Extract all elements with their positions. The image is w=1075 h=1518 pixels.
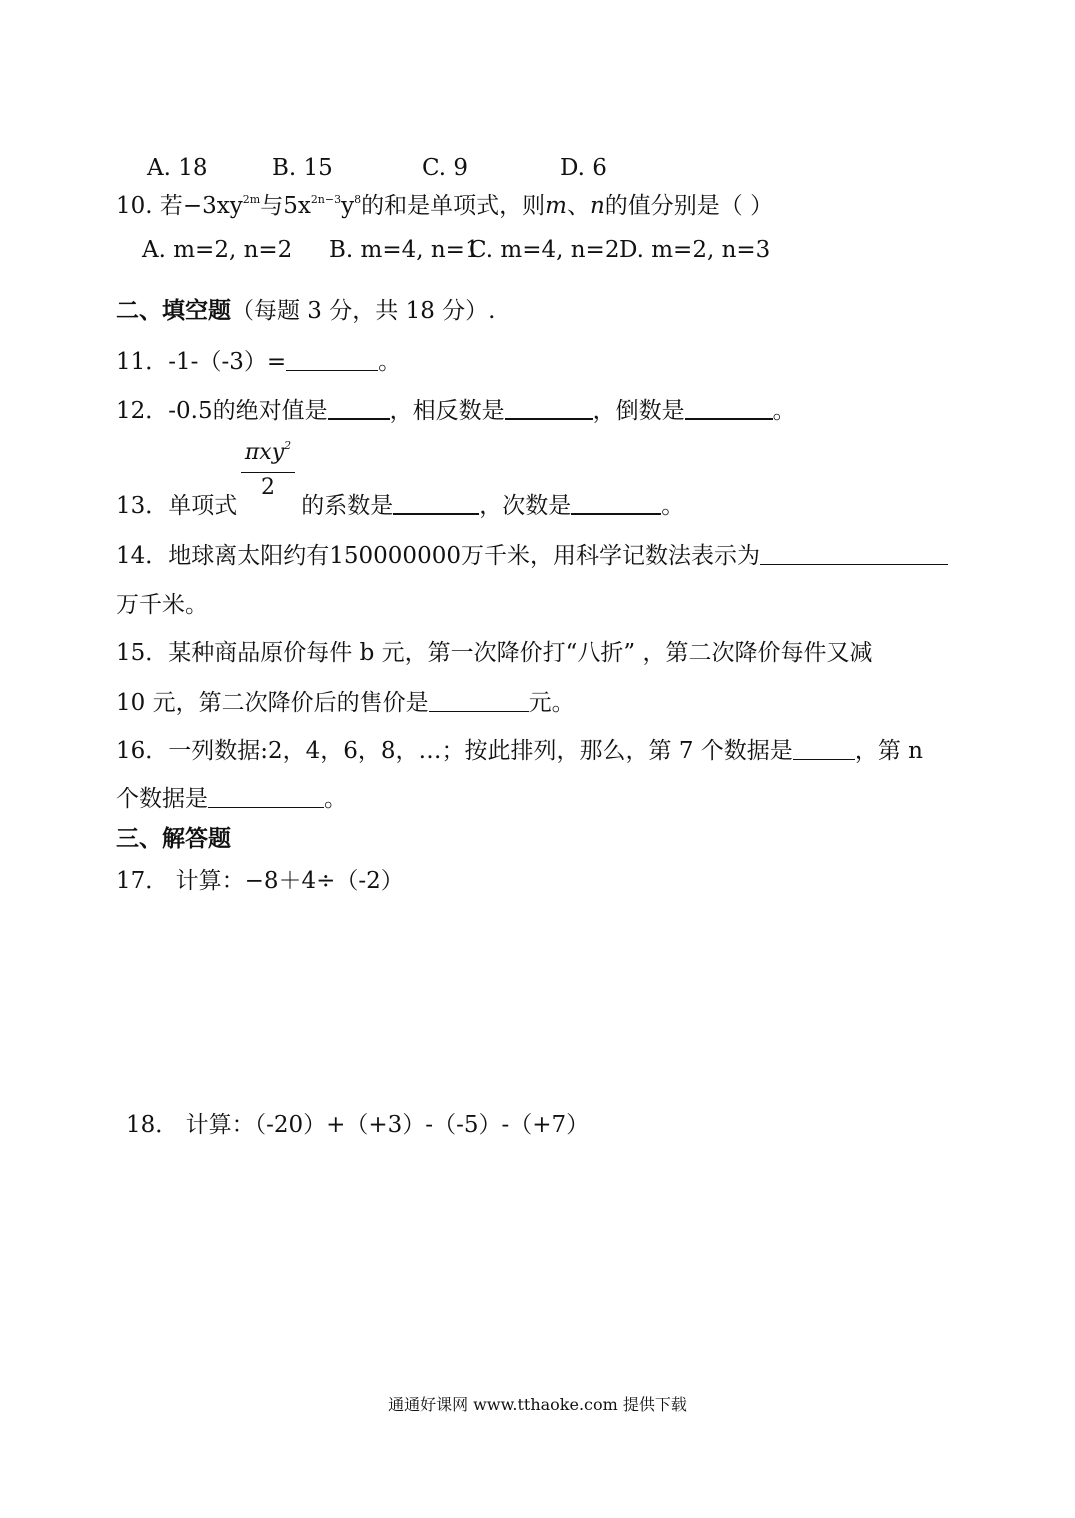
question-11: 11．-1-（-3）= 。 <box>116 349 402 375</box>
question-13: 13．单项式 的系数是 ，次数是 。 <box>116 493 685 519</box>
q9-options <box>147 155 607 181</box>
q9-option-c: C. 9 <box>422 155 469 181</box>
section-3-title: 三、解答题 <box>116 826 231 852</box>
answer-blank <box>760 542 948 565</box>
question-14-line-1: 14．地球离太阳约有150000000万千米，用科学记数法表示为 <box>116 537 948 570</box>
section-2-title: 二、填空题 <box>116 298 231 324</box>
question-15-line-1: 15．某种商品原价每件 b 元，第一次降价打“八折” ，第二次降价每件又减 <box>116 640 873 666</box>
answer-blank <box>429 689 529 712</box>
q10-option-c: C. m=4, n=2 <box>469 237 620 263</box>
fraction-bar <box>241 472 295 473</box>
q9-option-a: A. 18 <box>147 155 208 181</box>
section-2-note: （每题 3 分，共 18 分）. <box>231 298 496 324</box>
question-16-line-2: 个数据是 。 <box>116 786 347 812</box>
q10-option-b: B. m=4, n=1 <box>329 237 480 263</box>
q10-options <box>142 237 770 263</box>
question-12: 12．-0.5的绝对值是 ，相反数是 ，倒数是 。 <box>116 398 796 424</box>
section-2-heading <box>116 292 495 325</box>
fraction-numerator: πxy <box>244 440 285 465</box>
monomial-fraction: πxy$^2$ 2 <box>240 440 296 500</box>
answer-blank <box>793 737 855 760</box>
answer-blank <box>571 491 661 515</box>
question-15-line-2: 10 元，第二次降价后的售价是 元。 <box>116 690 575 716</box>
question-16-line-1: 16．一列数据:2，4，6，8，…；按此排列，那么，第 7 个数据是 ，第 n <box>116 738 923 764</box>
question-10: 10. 若$-3xy^{2m}$与$5x^{2n-3}y^8$的和是单项式，则m、n的值分别是（ ） <box>116 193 774 219</box>
answer-blank <box>328 396 390 420</box>
q10-option-a: A. m=2, n=2 <box>142 237 293 263</box>
answer-blank <box>685 396 773 420</box>
answer-blank <box>286 348 378 371</box>
answer-blank <box>393 491 479 515</box>
q9-option-d: D. 6 <box>560 155 607 181</box>
answer-blank <box>505 396 593 420</box>
page-footer: 通通好课网 www.tthaoke.com 提供下载 <box>388 1395 687 1414</box>
fraction-denominator: 2 <box>261 475 275 500</box>
q10-option-d: D. m=2, n=3 <box>619 237 771 263</box>
question-17: 17． 计算：−8＋4÷（-2） <box>116 868 404 894</box>
question-14-line-2: 万千米。 <box>116 592 208 618</box>
q9-option-b: B. 15 <box>272 155 333 181</box>
answer-blank <box>208 785 324 808</box>
question-18: 18． 计算：（-20）+（+3）-（-5）-（+7） <box>126 1112 590 1138</box>
